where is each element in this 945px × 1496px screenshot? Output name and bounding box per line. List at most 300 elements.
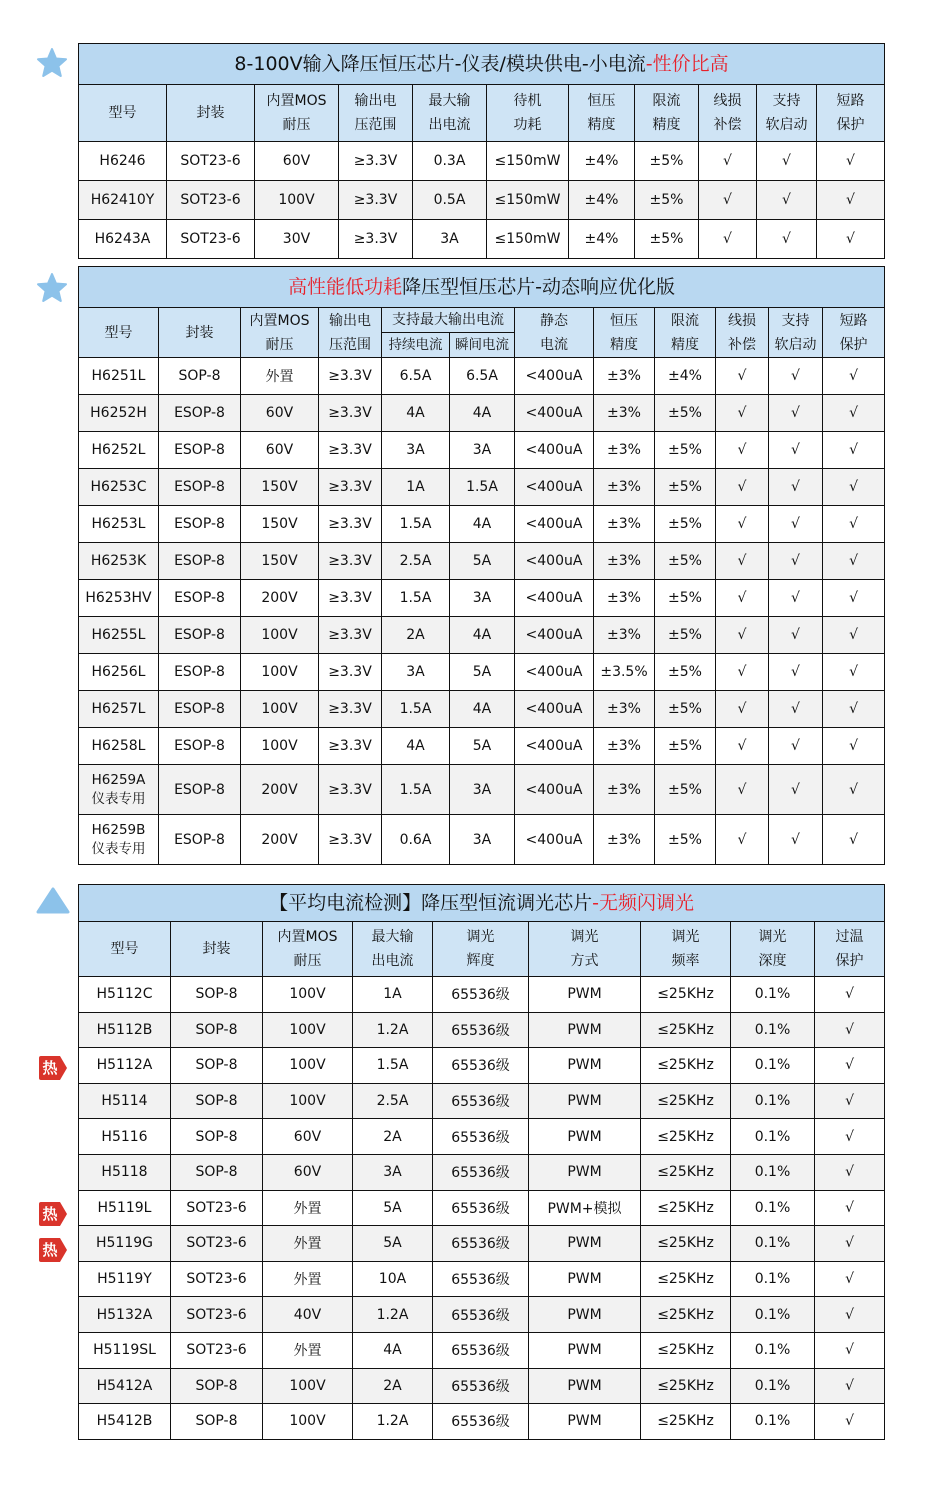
column-header: 调光 辉度 [433,922,529,977]
table-cell: <400uA [515,395,594,432]
column-header: 线损 补偿 [699,85,757,142]
table-cell: 0.1% [731,1261,815,1297]
column-header: 封装 [159,308,241,358]
step-down-voltage-table [78,43,885,259]
model-cell: H6252L [79,432,159,469]
table-cell: ≤25KHz [641,1261,731,1297]
table-row [79,580,885,617]
table-cell: √ [823,654,885,691]
hot-badge-label: 热 [42,1059,58,1077]
table-cell: 外置 [263,1332,353,1368]
table-cell: PWM [529,1119,641,1155]
model-cell: H5114 [79,1083,171,1119]
table-cell: 0.1% [731,1368,815,1404]
header-row [79,308,885,333]
table-cell: SOP-8 [171,1368,263,1404]
hot-badge-icon [38,1201,68,1227]
column-header: 封装 [167,85,255,142]
table-cell: 2.5A [382,543,450,580]
table-cell: √ [716,358,769,395]
model-cell: H6243A [79,220,167,259]
model-cell: H5112B [79,1012,171,1048]
table-cell: √ [716,506,769,543]
table-cell: 3A [450,815,515,865]
table-cell: ≤25KHz [641,1083,731,1119]
table-cell: 6.5A [382,358,450,395]
table-cell: ≤25KHz [641,1226,731,1262]
table-cell: 100V [255,181,339,220]
column-header: 调光 深度 [731,922,815,977]
table-cell: √ [716,432,769,469]
table-row [79,765,885,815]
hot-badge-icon [38,1055,68,1081]
table-cell: 4A [450,395,515,432]
table-cell: 3A [450,765,515,815]
table-cell: ≤25KHz [641,1012,731,1048]
table-cell: 2A [353,1119,433,1155]
column-header: 内置MOS 耐压 [263,922,353,977]
table-row [79,469,885,506]
model-cell: H5118 [79,1154,171,1190]
table-cell: 0.1% [731,1332,815,1368]
table-cell: √ [716,815,769,865]
table-cell: ±3% [594,395,655,432]
table-cell: SOT23-6 [167,220,255,259]
table-cell: ≤25KHz [641,1404,731,1440]
table-cell: 100V [263,977,353,1013]
table-cell: ±3% [594,506,655,543]
model-cell: H5412B [79,1404,171,1440]
model-cell: H6257L [79,691,159,728]
table-cell: 0.1% [731,1226,815,1262]
table-cell: ±4% [569,181,635,220]
column-header: 过温 保护 [815,922,885,977]
table-row [79,220,885,259]
column-header: 型号 [79,922,171,977]
column-header: 输出电 压范围 [319,308,382,358]
constant-current-dimming-table [78,884,885,1440]
table-cell: SOT23-6 [171,1226,263,1262]
table-cell: √ [769,815,823,865]
table-cell: PWM [529,1226,641,1262]
table-row [79,1154,885,1190]
table-cell: 5A [450,543,515,580]
table-cell: ≤25KHz [641,977,731,1013]
table-row [79,181,885,220]
table-row [79,691,885,728]
table-cell: √ [823,815,885,865]
model-cell: H6253K [79,543,159,580]
table-cell: √ [769,543,823,580]
table-cell: 4A [450,691,515,728]
model-cell: H6255L [79,617,159,654]
column-header: 短路 保护 [817,85,885,142]
table-cell: ±3% [594,358,655,395]
table-cell: ≥3.3V [319,728,382,765]
table-cell: ±5% [655,506,716,543]
model-cell: H6252H [79,395,159,432]
table-cell: ±3.5% [594,654,655,691]
table-cell: ESOP-8 [159,728,241,765]
table-cell: ±3% [594,728,655,765]
table-cell: ±5% [655,815,716,865]
table-cell: √ [823,765,885,815]
table-title-highlight: -无频闪调光 [592,892,694,914]
table-cell: 3A [450,580,515,617]
model-cell: H5112C [79,977,171,1013]
column-header: 输出电 压范围 [339,85,413,142]
table-row [79,1297,885,1333]
table-row [79,1332,885,1368]
table-cell: √ [817,142,885,181]
table-cell: 5A [353,1226,433,1262]
table-cell: 0.3A [413,142,487,181]
table-cell: √ [815,1119,885,1155]
table-cell: 100V [263,1404,353,1440]
column-header: 最大输 出电流 [353,922,433,977]
table-cell: √ [817,181,885,220]
table-cell: PWM [529,1332,641,1368]
table-cell: √ [716,543,769,580]
step-down-voltage-dynamic-table [78,266,885,865]
table-cell: ±4% [569,220,635,259]
table-cell: 0.1% [731,1119,815,1155]
table-cell: SOT23-6 [171,1190,263,1226]
table-title-highlight: -性价比高 [645,53,729,75]
table-cell: 外置 [263,1190,353,1226]
table-cell: ≤25KHz [641,1119,731,1155]
model-cell: H6253C [79,469,159,506]
model-cell: H5132A [79,1297,171,1333]
table-cell: ±5% [655,617,716,654]
table-cell: PWM [529,1012,641,1048]
table-cell: 2A [353,1368,433,1404]
table-cell: 1.2A [353,1404,433,1440]
table-cell: 外置 [241,358,319,395]
table-title-row [79,885,885,922]
table-title-highlight: 高性能低功耗 [288,276,403,298]
table-cell: ±5% [655,765,716,815]
table-cell: ±3% [594,469,655,506]
table-cell: ±4% [569,142,635,181]
table-title [79,267,885,308]
table-cell: √ [815,1190,885,1226]
table-cell: ≥3.3V [319,358,382,395]
column-header: 支持 软启动 [757,85,817,142]
table-cell: √ [769,617,823,654]
table-cell: √ [823,395,885,432]
table-cell: ±5% [655,728,716,765]
table-row [79,395,885,432]
table-cell: √ [823,358,885,395]
table-cell: <400uA [515,691,594,728]
column-header: 调光 频率 [641,922,731,977]
column-header: 恒压 精度 [569,85,635,142]
table-cell: ≥3.3V [319,815,382,865]
table-cell: SOP-8 [159,358,241,395]
table-cell: 2.5A [353,1083,433,1119]
table-row [79,728,885,765]
table-row [79,1048,885,1084]
table-cell: √ [716,765,769,815]
table-cell: ≥3.3V [319,506,382,543]
table-cell: ESOP-8 [159,543,241,580]
table-row [79,1404,885,1440]
table-cell: SOP-8 [171,1119,263,1155]
table-cell: 10A [353,1261,433,1297]
table-cell: 60V [255,142,339,181]
star-icon [36,47,68,79]
table-cell: 3A [353,1154,433,1190]
table-cell: 4A [382,728,450,765]
table-cell: √ [769,765,823,815]
table-cell: ±3% [594,765,655,815]
table-row [79,543,885,580]
table-cell: SOP-8 [171,1048,263,1084]
table-cell: 2A [382,617,450,654]
table-cell: 1.5A [382,506,450,543]
table-cell: √ [769,432,823,469]
table-cell: 4A [382,395,450,432]
table-cell: PWM [529,1048,641,1084]
table-cell: 200V [241,815,319,865]
column-header: 线损 补偿 [716,308,769,358]
model-cell: H5119G [79,1226,171,1262]
table-cell: ±5% [635,181,699,220]
table-cell: ±3% [594,691,655,728]
table-cell: PWM [529,1154,641,1190]
table-cell: SOP-8 [171,1404,263,1440]
table-cell: 100V [241,654,319,691]
table-title [79,885,885,922]
table-row [79,1083,885,1119]
table-cell: SOT23-6 [167,142,255,181]
table-cell: SOP-8 [171,977,263,1013]
table-cell: 65536级 [433,1404,529,1440]
table-cell: √ [823,691,885,728]
table-cell: ≤25KHz [641,1048,731,1084]
table-cell: PWM [529,977,641,1013]
table-cell: √ [769,469,823,506]
table-cell: <400uA [515,580,594,617]
table-cell: ESOP-8 [159,765,241,815]
model-cell: H6253L [79,506,159,543]
model-cell: H6246 [79,142,167,181]
table-cell: ≥3.3V [319,765,382,815]
table-cell: ESOP-8 [159,395,241,432]
table-cell: 1.5A [450,469,515,506]
table-row [79,1012,885,1048]
table-cell: 65536级 [433,1332,529,1368]
table-cell: √ [716,469,769,506]
table-cell: PWM+模拟 [529,1190,641,1226]
model-cell: H5412A [79,1368,171,1404]
table-cell: 30V [255,220,339,259]
hot-badge-label: 热 [42,1205,58,1223]
table-cell: 0.6A [382,815,450,865]
table-title-row [79,44,885,85]
model-cell: H6259B 仪表专用 [79,815,159,865]
table-cell: √ [823,469,885,506]
table-cell: ESOP-8 [159,691,241,728]
table-cell: ≥3.3V [339,181,413,220]
table-cell: √ [699,220,757,259]
table-row [79,432,885,469]
column-header: 限流 精度 [635,85,699,142]
table-cell: ±5% [635,220,699,259]
model-cell: H6259A 仪表专用 [79,765,159,815]
table-cell: √ [823,506,885,543]
table-cell: 65536级 [433,1154,529,1190]
table-cell: √ [823,580,885,617]
table-cell: ≤25KHz [641,1154,731,1190]
column-header: 支持 软启动 [769,308,823,358]
table-cell: √ [823,432,885,469]
table-title-text: 【平均电流检测】降压型恒流调光芯片 [269,892,593,914]
table-cell: ≥3.3V [339,142,413,181]
table-cell: SOP-8 [171,1083,263,1119]
table-cell: 外置 [263,1226,353,1262]
table-row [79,1190,885,1226]
table-cell: ≤150mW [487,181,569,220]
table-cell: √ [716,580,769,617]
table-cell: 65536级 [433,1261,529,1297]
table-row [79,977,885,1013]
table-cell: 65536级 [433,1226,529,1262]
table-cell: √ [815,1332,885,1368]
column-header: 封装 [171,922,263,977]
table-cell: √ [769,580,823,617]
table-cell: ≥3.3V [319,691,382,728]
table-cell: <400uA [515,432,594,469]
table-cell: PWM [529,1297,641,1333]
hot-badge-icon [38,1237,68,1263]
table-cell: 60V [263,1119,353,1155]
table-cell: √ [769,654,823,691]
table-cell: 4A [450,617,515,654]
table-cell: SOP-8 [171,1154,263,1190]
table-title-text: 8-100V输入降压恒压芯片-仪表/模块供电-小电流 [234,53,646,75]
triangle-icon [36,887,70,915]
table-cell: ±5% [655,432,716,469]
column-header: 内置MOS 耐压 [255,85,339,142]
table-cell: ≤150mW [487,220,569,259]
table-cell: ≥3.3V [339,220,413,259]
table-cell: √ [769,691,823,728]
table-cell: ±5% [635,142,699,181]
table-cell: √ [815,1226,885,1262]
table-cell: SOT23-6 [171,1332,263,1368]
table-cell: PWM [529,1261,641,1297]
model-cell: H6258L [79,728,159,765]
table-cell: √ [716,617,769,654]
table-cell: 100V [263,1048,353,1084]
table-cell: √ [815,1048,885,1084]
table-cell: 60V [241,395,319,432]
table-cell: 5A [353,1190,433,1226]
table-cell: √ [699,142,757,181]
table-cell: ≤25KHz [641,1332,731,1368]
table-cell: 3A [450,432,515,469]
table-cell: ±5% [655,691,716,728]
table-cell: 65536级 [433,1190,529,1226]
model-cell: H62410Y [79,181,167,220]
table-row [79,654,885,691]
table-cell: √ [815,1083,885,1119]
table-cell: 65536级 [433,1083,529,1119]
table-cell: ±5% [655,395,716,432]
table-cell: ±3% [594,815,655,865]
table-cell: √ [815,1297,885,1333]
table-cell: 100V [241,728,319,765]
table-cell: ≥3.3V [319,617,382,654]
table-cell: SOT23-6 [167,181,255,220]
column-header: 瞬间电流 [450,333,515,358]
table-cell: √ [716,395,769,432]
table-cell: <400uA [515,358,594,395]
table-cell: ±5% [655,543,716,580]
table-cell: 1.2A [353,1297,433,1333]
table-cell: √ [699,181,757,220]
table-cell: √ [769,395,823,432]
table-cell: <400uA [515,543,594,580]
column-header: 内置MOS 耐压 [241,308,319,358]
table-cell: PWM [529,1083,641,1119]
table-row [79,1226,885,1262]
table-cell: 65536级 [433,1297,529,1333]
table-cell: ESOP-8 [159,654,241,691]
table-cell: <400uA [515,617,594,654]
column-header: 持续电流 [382,333,450,358]
table-cell: ESOP-8 [159,815,241,865]
table-cell: 150V [241,543,319,580]
table-cell: 1.2A [353,1012,433,1048]
table-cell: 1A [353,977,433,1013]
table-cell: ±3% [594,617,655,654]
column-header: 恒压 精度 [594,308,655,358]
column-header: 限流 精度 [655,308,716,358]
table-cell: ±5% [655,469,716,506]
table-cell: 65536级 [433,1119,529,1155]
table-title-row [79,267,885,308]
table-row [79,506,885,543]
table-cell: ESOP-8 [159,580,241,617]
table-cell: 3A [382,654,450,691]
column-header: 支持最大输出电流 [382,308,515,333]
table-cell: 5A [450,654,515,691]
table-cell: 1.5A [353,1048,433,1084]
table-cell: 0.5A [413,181,487,220]
table-cell: <400uA [515,654,594,691]
table-cell: √ [716,654,769,691]
table-cell: 200V [241,580,319,617]
table-cell: 5A [450,728,515,765]
table-cell: √ [815,1368,885,1404]
table-cell: ≥3.3V [319,469,382,506]
table-cell: 外置 [263,1261,353,1297]
table-cell: 0.1% [731,1083,815,1119]
table-cell: 0.1% [731,1048,815,1084]
table-cell: √ [769,358,823,395]
column-header: 待机 功耗 [487,85,569,142]
table-cell: SOP-8 [171,1012,263,1048]
table-cell: 1.5A [382,691,450,728]
table-cell: 3A [413,220,487,259]
table-row [79,815,885,865]
table-cell: 200V [241,765,319,815]
table-cell: √ [815,1404,885,1440]
model-cell: H6251L [79,358,159,395]
